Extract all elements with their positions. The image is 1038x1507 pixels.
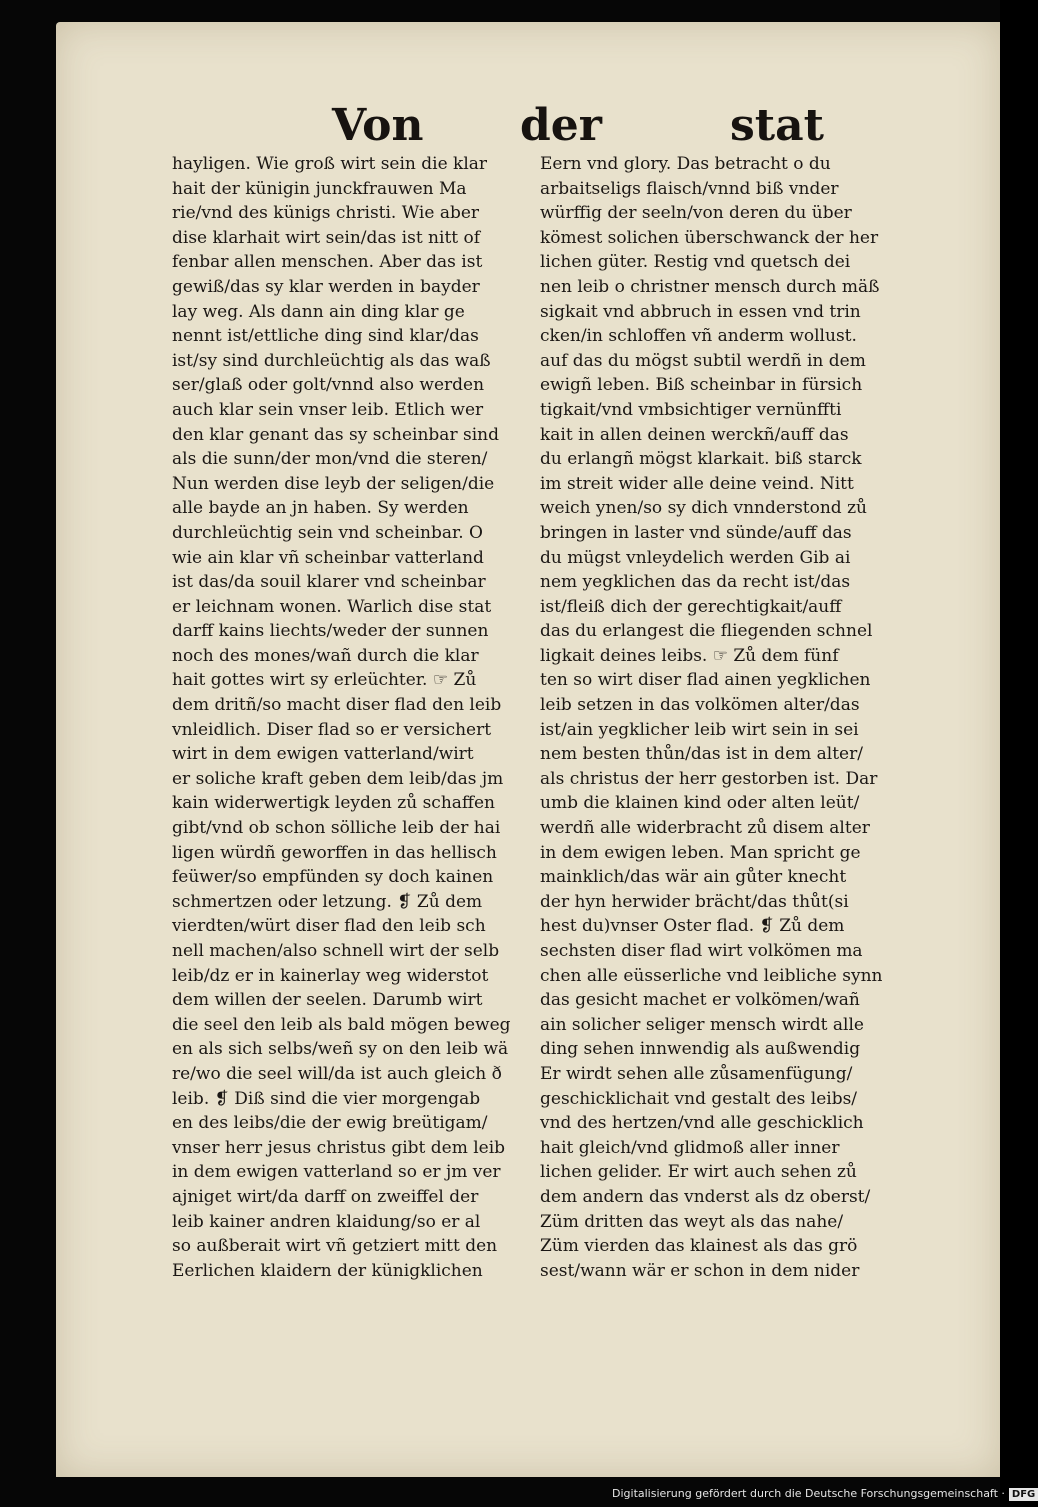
text-line: vnleidlich. Diser flad so er versichert bbox=[172, 719, 492, 740]
text-line: als christus der herr gestorben ist. Dar bbox=[540, 768, 878, 789]
text-line: alle bayde an jn haben. Sy werden bbox=[172, 498, 469, 519]
text-line: nen leib o christner mensch durch mäß bbox=[540, 276, 880, 297]
text-line: ser/glaß oder golt/vnnd also werden bbox=[172, 375, 485, 396]
text-line: ist/sy sind durchleüchtig als das waß bbox=[172, 350, 491, 371]
text-line: wirt in dem ewigen vatterland/wirt bbox=[172, 744, 474, 765]
text-line: auch klar sein vnser leib. Etlich wer bbox=[172, 399, 484, 420]
text-line: leib setzen in das volkömen alter/das bbox=[540, 695, 860, 716]
text-line: dem willen der seelen. Darumb wirt bbox=[172, 990, 483, 1011]
text-line: ten so wirt diser flad ainen yegklichen bbox=[540, 670, 871, 691]
text-line: Eern vnd glory. Das betracht o du bbox=[540, 154, 831, 174]
text-line: die seel den leib als bald mögen beweg bbox=[172, 1014, 511, 1035]
left-text-column bbox=[172, 152, 548, 1283]
text-line: bringen in laster vnd sünde/auff das bbox=[540, 522, 852, 543]
text-line: ewigñ leben. Biß scheinbar in fürsich bbox=[540, 375, 863, 396]
text-line: ding sehen innwendig als außwendig bbox=[540, 1039, 861, 1060]
text-line: das gesicht machet er volkömen/wañ bbox=[540, 990, 860, 1011]
text-line: ist/ain yegklicher leib wirt sein in sei bbox=[540, 719, 859, 740]
text-line: cken/in schloffen vñ anderm wollust. bbox=[540, 326, 857, 347]
text-line: sechsten diser flad wirt volkömen ma bbox=[540, 941, 863, 961]
text-line: Züm vierden das klainest als das grö bbox=[540, 1236, 858, 1257]
text-line: nem besten thůn/das ist in dem alter/ bbox=[540, 744, 863, 765]
credit-text: Digitalisierung gefördert durch die Deutsche Forschungsgemeinschaft · bbox=[612, 1487, 1005, 1500]
text-line: gewiß/das sy klar werden in bayder bbox=[172, 276, 480, 297]
text-line: dise klarhait wirt sein/das ist nitt of bbox=[172, 227, 481, 248]
text-line: hayligen. Wie groß wirt sein die klar bbox=[172, 154, 488, 174]
text-line: nell machen/also schnell wirt der selb bbox=[172, 941, 500, 961]
text-line: leib. ❡ Diß sind die vier morgengab bbox=[172, 1088, 481, 1109]
text-line: dem dritñ/so macht diser flad den leib bbox=[172, 695, 502, 716]
text-line: ist das/da souil klarer vnd scheinbar bbox=[172, 572, 486, 593]
text-line: als die sunn/der mon/vnd die steren/ bbox=[172, 449, 488, 470]
text-line: rie/vnd des künigs christi. Wie aber bbox=[172, 203, 480, 224]
text-line: leib/dz er in kainerlay weg widerstot bbox=[172, 965, 489, 986]
text-line: vierdten/würt diser flad den leib sch bbox=[172, 916, 486, 937]
text-line: in dem ewigen vatterland so er jm ver bbox=[172, 1162, 501, 1183]
text-line: sest/wann wär er schon in dem nider bbox=[540, 1260, 860, 1281]
text-line: gibt/vnd ob schon sölliche leib der hai bbox=[172, 818, 501, 839]
dfg-logo: DFG bbox=[1009, 1488, 1038, 1501]
text-line: ajniget wirt/da darff on zweiffel der bbox=[172, 1186, 479, 1207]
text-line: hait der künigin junckfrauwen Ma bbox=[172, 178, 467, 199]
running-head-word-3: stat bbox=[730, 100, 824, 151]
text-line: lichen güter. Restig vnd quetsch dei bbox=[540, 252, 851, 273]
text-line: lichen gelider. Er wirt auch sehen zů bbox=[540, 1162, 857, 1183]
text-line: hait gleich/vnd glidmoß aller inner bbox=[540, 1137, 840, 1158]
text-line: ligkait deines leibs. ☞ Zů dem fünf bbox=[540, 645, 839, 666]
text-line: auf das du mögst subtil werdñ in dem bbox=[540, 350, 866, 371]
text-line: ligen würdñ geworffen in das hellisch bbox=[172, 842, 497, 863]
text-line: kömest solichen überschwanck der her bbox=[540, 227, 879, 248]
text-line: feüwer/so empfünden sy doch kainen bbox=[172, 867, 494, 888]
text-line: kain widerwertigk leyden zů schaffen bbox=[172, 793, 495, 814]
text-line: re/wo die seel will/da ist auch gleich ð bbox=[172, 1063, 502, 1084]
text-line: nem yegklichen das da recht ist/das bbox=[540, 572, 851, 593]
text-line: wie ain klar vñ scheinbar vatterland bbox=[172, 547, 484, 568]
text-line: so außberait wirt vñ getziert mitt den bbox=[172, 1236, 498, 1257]
text-line: weich ynen/so sy dich vnnderstond zů bbox=[540, 498, 868, 519]
text-line: das du erlangest die fliegenden schnel bbox=[540, 621, 873, 642]
text-line: in dem ewigen leben. Man spricht ge bbox=[540, 842, 861, 863]
text-line: nennt ist/ettliche ding sind klar/das bbox=[172, 326, 479, 347]
text-line: ain solicher seliger mensch wirdt alle bbox=[540, 1014, 864, 1035]
text-line: Nun werden dise leyb der seligen/die bbox=[172, 473, 495, 494]
text-line: Eerlichen klaidern der künigklichen bbox=[172, 1260, 483, 1281]
running-head-word-1: Von bbox=[332, 100, 424, 151]
text-line: schmertzen oder letzung. ❡ Zů dem bbox=[172, 891, 483, 912]
text-line: fenbar allen menschen. Aber das ist bbox=[172, 252, 483, 273]
text-line: er leichnam wonen. Warlich dise stat bbox=[172, 596, 492, 617]
text-line: lay weg. Als dann ain ding klar ge bbox=[172, 301, 465, 322]
text-line: umb die klainen kind oder alten leüt/ bbox=[540, 793, 860, 814]
text-line: chen alle eüsserliche vnd leibliche synn bbox=[540, 965, 883, 986]
text-line: mainklich/das wär ain gůter knecht bbox=[540, 867, 847, 888]
text-line: geschicklichait vnd gestalt des leibs/ bbox=[540, 1088, 858, 1109]
text-line: hest du)vnser Oster flad. ❡ Zů dem bbox=[540, 916, 845, 937]
text-line: vnser herr jesus christus gibt dem leib bbox=[172, 1137, 506, 1158]
text-line: noch des mones/wañ durch die klar bbox=[172, 645, 479, 666]
text-line: im streit wider alle deine veind. Nitt bbox=[540, 473, 854, 494]
text-line: du erlangñ mögst klarkait. biß starck bbox=[540, 449, 862, 470]
text-line: du mügst vnleydelich werden Gib ai bbox=[540, 547, 851, 568]
text-line: den klar genant das sy scheinbar sind bbox=[172, 424, 499, 445]
text-line: kait in allen deinen werckñ/auff das bbox=[540, 424, 849, 445]
text-line: der hyn herwider brächt/das thůt(si bbox=[540, 891, 849, 912]
right-text-column bbox=[540, 152, 925, 1283]
text-line: durchleüchtig sein vnd scheinbar. O bbox=[172, 522, 483, 543]
text-line: hait gottes wirt sy erleüchter. ☞ Zů bbox=[172, 670, 477, 691]
text-line: arbaitseligs flaisch/vnnd biß vnder bbox=[540, 178, 839, 199]
text-line: darff kains liechts/weder der sunnen bbox=[172, 621, 489, 642]
text-line: Er wirdt sehen alle zůsamenfügung/ bbox=[540, 1063, 853, 1084]
text-line: Züm dritten das weyt als das nahe/ bbox=[540, 1211, 844, 1232]
text-line: würffig der seeln/von deren du über bbox=[540, 203, 852, 224]
text-line: ist/fleiß dich der gerechtigkait/auff bbox=[540, 596, 842, 617]
text-line: er soliche kraft geben dem leib/das jm bbox=[172, 768, 504, 789]
text-line: leib kainer andren klaidung/so er al bbox=[172, 1211, 481, 1232]
running-head-word-2: der bbox=[520, 100, 602, 151]
text-line: tigkait/vnd vmbsichtiger vernünffti bbox=[540, 399, 842, 420]
text-line: vnd des hertzen/vnd alle geschicklich bbox=[540, 1113, 864, 1134]
text-line: en als sich selbs/weñ sy on den leib wä bbox=[172, 1039, 509, 1060]
text-line: werdñ alle widerbracht zů disem alter bbox=[540, 818, 870, 839]
text-line: dem andern das vnderst als dz oberst/ bbox=[540, 1186, 871, 1207]
digitization-credit bbox=[612, 1484, 1036, 1504]
text-line: sigkait vnd abbruch in essen vnd trin bbox=[540, 301, 861, 322]
text-line: en des leibs/die der ewig breütigam/ bbox=[172, 1113, 488, 1134]
